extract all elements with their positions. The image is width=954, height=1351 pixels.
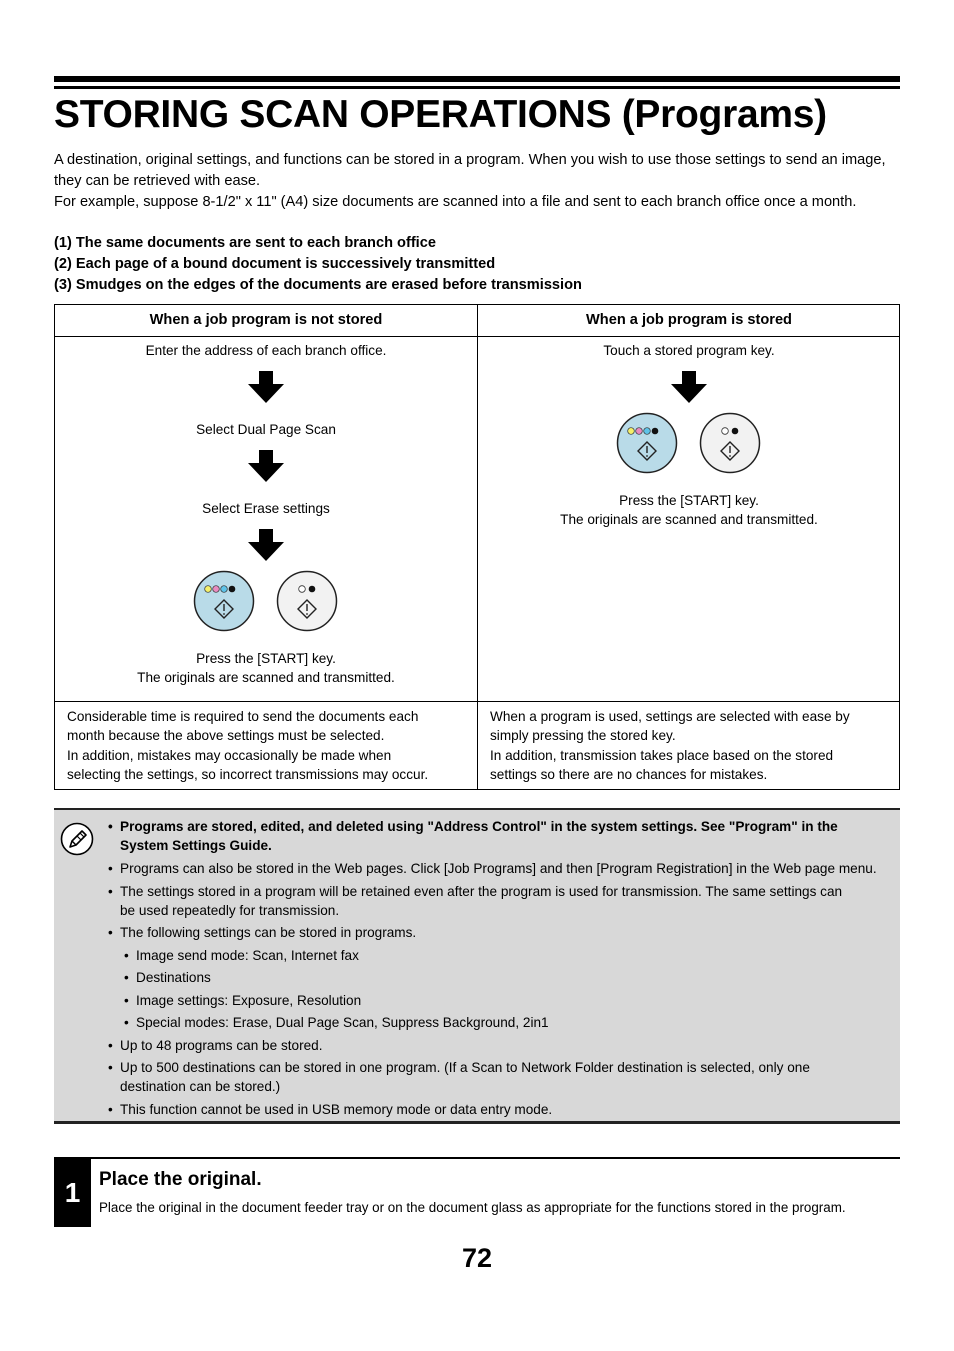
note-bullet-1: • Programs are stored, edited, and deleted using "Address Control" in the system settings. See "Program" in the System Settings Guide. <box>108 819 838 854</box>
note-sub-bullet-1: • Image send mode: Scan, Internet fax <box>124 948 359 963</box>
right-start-line-1: Press the [START] key. <box>619 493 759 508</box>
left-start-line-2: The originals are scanned and transmitted. <box>137 670 395 685</box>
intro-paragraph-1: A destination, original settings, and functions can be stored in a program. When you wish to use those settings to send an image, they can be retrieved with ease. <box>54 152 886 189</box>
color-start-key-icon <box>195 572 254 631</box>
bw-start-key-icon <box>701 414 760 473</box>
down-arrow-icon <box>248 450 284 482</box>
intro-text <box>54 150 904 213</box>
left-footer: Considerable time is required to send the documents each month because the above settings must be selected. In addition, mistakes may occasionally be made when selecting the settings, so incorrect transmissions may occur. <box>67 709 429 783</box>
down-arrow-icon <box>248 529 284 561</box>
header-not-stored: When a job program is not stored <box>149 312 383 328</box>
comparison-table <box>54 304 900 790</box>
case-2: (2) Each page of a bound document is successively transmitted <box>54 256 496 272</box>
color-start-key-icon <box>618 414 677 473</box>
note-bullet-6: • Up to 500 destinations can be stored in one program. (If a Scan to Network Folder destination is selected, only one destination can be stored.) <box>108 1060 810 1095</box>
pencil-note-icon <box>60 822 94 856</box>
note-sub-bullet-3: • Image settings: Exposure, Resolution <box>124 993 362 1008</box>
title-rule-thick <box>54 76 900 82</box>
step-number: 1 <box>54 1159 91 1227</box>
note-sub-bullet-4: • Special modes: Erase, Dual Page Scan, Suppress Background, 2in1 <box>124 1015 549 1030</box>
note-bullet-5: • Up to 48 programs can be stored. <box>108 1038 323 1053</box>
right-footer: When a program is used, settings are selected with ease by simply pressing the stored key. In addition, transmission takes place based on the stored settings so there are no chances for mistakes. <box>490 709 850 783</box>
down-arrow-icon <box>671 371 707 403</box>
left-step-1: Enter the address of each branch office. <box>145 343 387 358</box>
note-bullet-2: • Programs can also be stored in the Web pages. Click [Job Programs] and then [Program Registration] in the Web page menu. <box>108 861 877 876</box>
start-keys-icon <box>614 411 764 475</box>
left-step-2: Select Dual Page Scan <box>196 422 336 437</box>
step-description: Place the original in the document feeder tray or on the document glass as appropriate for the functions stored in the program. <box>99 1200 846 1215</box>
page-number: 72 <box>461 1243 493 1273</box>
case-1: (1) The same documents are sent to each branch office <box>54 235 436 251</box>
down-arrow-icon <box>248 371 284 403</box>
case-3: (3) Smudges on the edges of the documents are erased before transmission <box>54 277 582 293</box>
step-section <box>54 1157 900 1229</box>
right-start-line-2: The originals are scanned and transmitted. <box>560 512 818 527</box>
note-bullet-3: • The settings stored in a program will be retained even after the program is used for transmission. The same settings can be used repeatedly for transmission. <box>108 884 843 919</box>
step-title: Place the original. <box>99 1169 262 1190</box>
start-keys-icon <box>191 569 341 633</box>
note-bullet-7: • This function cannot be used in USB memory mode or data entry mode. <box>108 1102 553 1117</box>
left-step-3: Select Erase settings <box>202 501 330 516</box>
example-cases <box>54 233 582 296</box>
header-stored: When a job program is stored <box>586 312 792 328</box>
left-start-line-1: Press the [START] key. <box>196 651 336 666</box>
page-title: STORING SCAN OPERATIONS (Programs) <box>54 93 827 136</box>
note-sub-bullet-2: • Destinations <box>124 970 211 985</box>
note-bullet-4: • The following settings can be stored in programs. <box>108 925 417 940</box>
right-step-1: Touch a stored program key. <box>603 343 775 358</box>
title-rule-thin <box>54 86 900 89</box>
intro-paragraph-2: For example, suppose 8-1/2" x 11" (A4) size documents are scanned into a file and sent to each branch office once a month. <box>54 194 857 210</box>
note-box <box>54 808 900 1124</box>
bw-start-key-icon <box>278 572 337 631</box>
